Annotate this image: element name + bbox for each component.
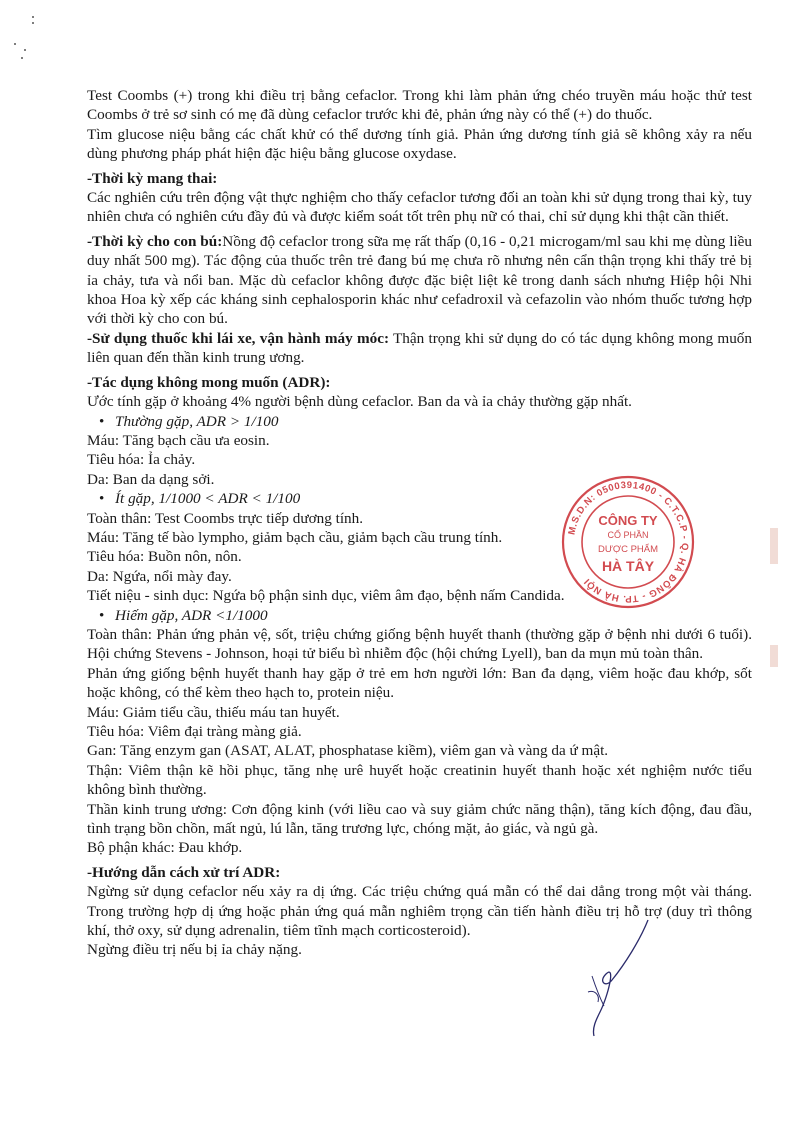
adr-line: Toàn thân: Phản ứng phản vệ, sốt, triệu chứng giống bệnh huyết thanh (thường gặp ở bệnh nhi dưới 6 tuổi). Hội chứng Stevens - Johnson, hoại tử biểu bì nhiễm độc (hội chứng Lyell), ban da mụn mủ toàn thân. — [87, 625, 752, 663]
signature — [570, 916, 710, 1056]
section-heading-breastfeeding: -Thời kỳ cho con bú: — [87, 232, 223, 250]
frequency-label-rare: • Hiếm gặp, ADR <1/1000 — [87, 606, 752, 625]
adr-line: Tiết niệu - sinh dục: Ngứa bộ phận sinh dục, viêm âm đạo, bệnh nấm Candida. — [87, 587, 565, 605]
paragraph: Tìm glucose niệu bằng các chất khử có thể dương tính giả. Phản ứng dương tính giả sẽ không xảy ra nếu dùng phương pháp phát hiện đặc hiệu bằng glucose oxydase. — [87, 125, 752, 163]
adr-line: Bộ phận khác: Đau khớp. — [87, 839, 243, 857]
edge-mark — [770, 645, 778, 667]
paragraph: Ngừng sử dụng cefaclor nếu xảy ra dị ứng. Các triệu chứng quá mẫn có thể dai dẳng trong một vài tháng. Trong trường hợp dị ứng hoặc phản ứng quá mẫn nghiêm trọng cần tiến hành điều trị hỗ trợ (duy trì thông khí, thở oxy, sử dụng adrenalin, tiêm tĩnh mạch corticosteroid). — [87, 883, 752, 940]
adr-line: Máu: Tăng bạch cầu ưa eosin. — [87, 431, 270, 449]
section-heading-driving: -Sử dụng thuốc khi lái xe, vận hành máy móc: — [87, 329, 390, 347]
stamp-ring-graphic — [560, 474, 696, 610]
stamp-line-2: CỔ PHẦN — [607, 530, 649, 540]
paragraph: Test Coombs (+) trong khi điều trị bằng cefaclor. Trong khi làm phản ứng chéo truyền máu hoặc thử test Coombs ở trẻ sơ sinh có mẹ đã dùng cefaclor trước khi đẻ, phản ứng này có thể (+) do thuốc. — [87, 87, 752, 124]
adr-line: Toàn thân: Test Coombs trực tiếp dương tính. — [87, 509, 364, 527]
section-driving — [87, 329, 752, 368]
adr-line: Tiêu hóa: Ỉa chảy. — [87, 451, 196, 469]
paragraph: Ước tính gặp ở khoảng 4% người bệnh dùng cefaclor. Ban da và ỉa chảy thường gặp nhất. — [87, 393, 632, 411]
paragraph: Ngừng điều trị nếu bị ỉa chảy nặng. — [87, 941, 302, 959]
section-heading-adr: -Tác dụng không mong muốn (ADR): — [87, 373, 331, 391]
adr-line: Máu: Giảm tiểu cầu, thiếu máu tan huyết. — [87, 703, 340, 721]
adr-line: Thận: Viêm thận kẽ hồi phục, tăng nhẹ urê huyết hoặc creatinin huyết thanh hoặc xét nghiệm nước tiểu không bình thường. — [87, 761, 752, 799]
stamp-line-1: CÔNG TY — [598, 513, 658, 528]
stamp-ring-text: M.S.D.N: 0500391400 - C.T.C.P - Q. HÀ ĐÔNG - TP. HÀ NỘI — [566, 479, 691, 605]
adr-line: Da: Ngứa, nổi mày đay. — [87, 567, 232, 585]
frequency-label-common: • Thường gặp, ADR > 1/100 — [87, 412, 752, 431]
adr-line: Máu: Tăng tế bào lympho, giảm bạch cầu, giảm bạch cầu trung tính. — [87, 528, 503, 546]
frequency-label-uncommon: • Ít gặp, 1/1000 < ADR < 1/100 — [87, 489, 752, 508]
adr-line: Thần kinh trung ương: Cơn động kinh (với liều cao và suy giảm chức năng thận), tăng kích động, đau đầu, tình trạng bồn chồn, mất ngủ, lú lẫn, tăng trương lực, chóng mặt, ảo giác, và ngủ gà. — [87, 800, 752, 838]
scan-specks — [0, 0, 60, 70]
section-breastfeeding — [87, 232, 752, 329]
stamp-line-4: HÀ TÂY — [601, 558, 655, 574]
company-stamp — [560, 474, 696, 610]
adr-line: Da: Ban da dạng sởi. — [87, 470, 215, 488]
stamp-line-3: DƯỢC PHẨM — [597, 544, 659, 555]
adr-line: Phản ứng giống bệnh huyết thanh hay gặp ở trẻ em hơn người lớn: Ban đa dạng, viêm hoặc đau khớp, sốt hoặc không, có thể kèm theo hạch to, protein niệu. — [87, 664, 752, 702]
adr-line: Tiêu hóa: Buồn nôn, nôn. — [87, 548, 242, 566]
section-heading-management: -Hướng dẫn cách xử trí ADR: — [87, 863, 281, 881]
adr-line: Tiêu hóa: Viêm đại tràng màng giả. — [87, 723, 302, 740]
paragraph: Thận trọng khi sử dụng do có tác dụng không mong muốn liên quan đến thần kinh trung ương. — [87, 329, 752, 367]
edge-mark — [770, 528, 778, 564]
svg-text:M.S.D.N: 0500391400 - C.T.C.P — [566, 480, 690, 604]
section-heading-pregnancy: -Thời kỳ mang thai: — [87, 169, 218, 187]
paragraph: Các nghiên cứu trên động vật thực nghiệm cho thấy cefaclor tương đối an toàn khi sử dụng trong thai kỳ, tuy nhiên chưa có nghiên cứu đầy đủ và được kiểm soát tốt trên phụ nữ có thai, chỉ sử dụng khi thật cần thiết. — [87, 189, 752, 226]
adr-line: Gan: Tăng enzym gan (ASAT, ALAT, phosphatase kiềm), viêm gan và vàng da ứ mật. — [87, 742, 609, 760]
paragraph: Nồng độ cefaclor trong sữa mẹ rất thấp (0,16 - 0,21 microgam/ml sau khi mẹ dùng liều duy nhất 500 mg). Tác động của thuốc trên trẻ đang bú mẹ chưa rõ nhưng nên cẩn thận trọng khi thấy trẻ bị ỉa chảy, tưa và nổi ban. Mặc dù cefaclor không được đặc biệt liệt kê trong danh sách nhưng Hiệp hội Nhi khoa Hoa kỳ xếp các kháng sinh cephalosporin khác như cefadroxil và cefazolin vào nhóm thuốc tương hợp với thời kỳ cho con bú. — [87, 232, 752, 328]
